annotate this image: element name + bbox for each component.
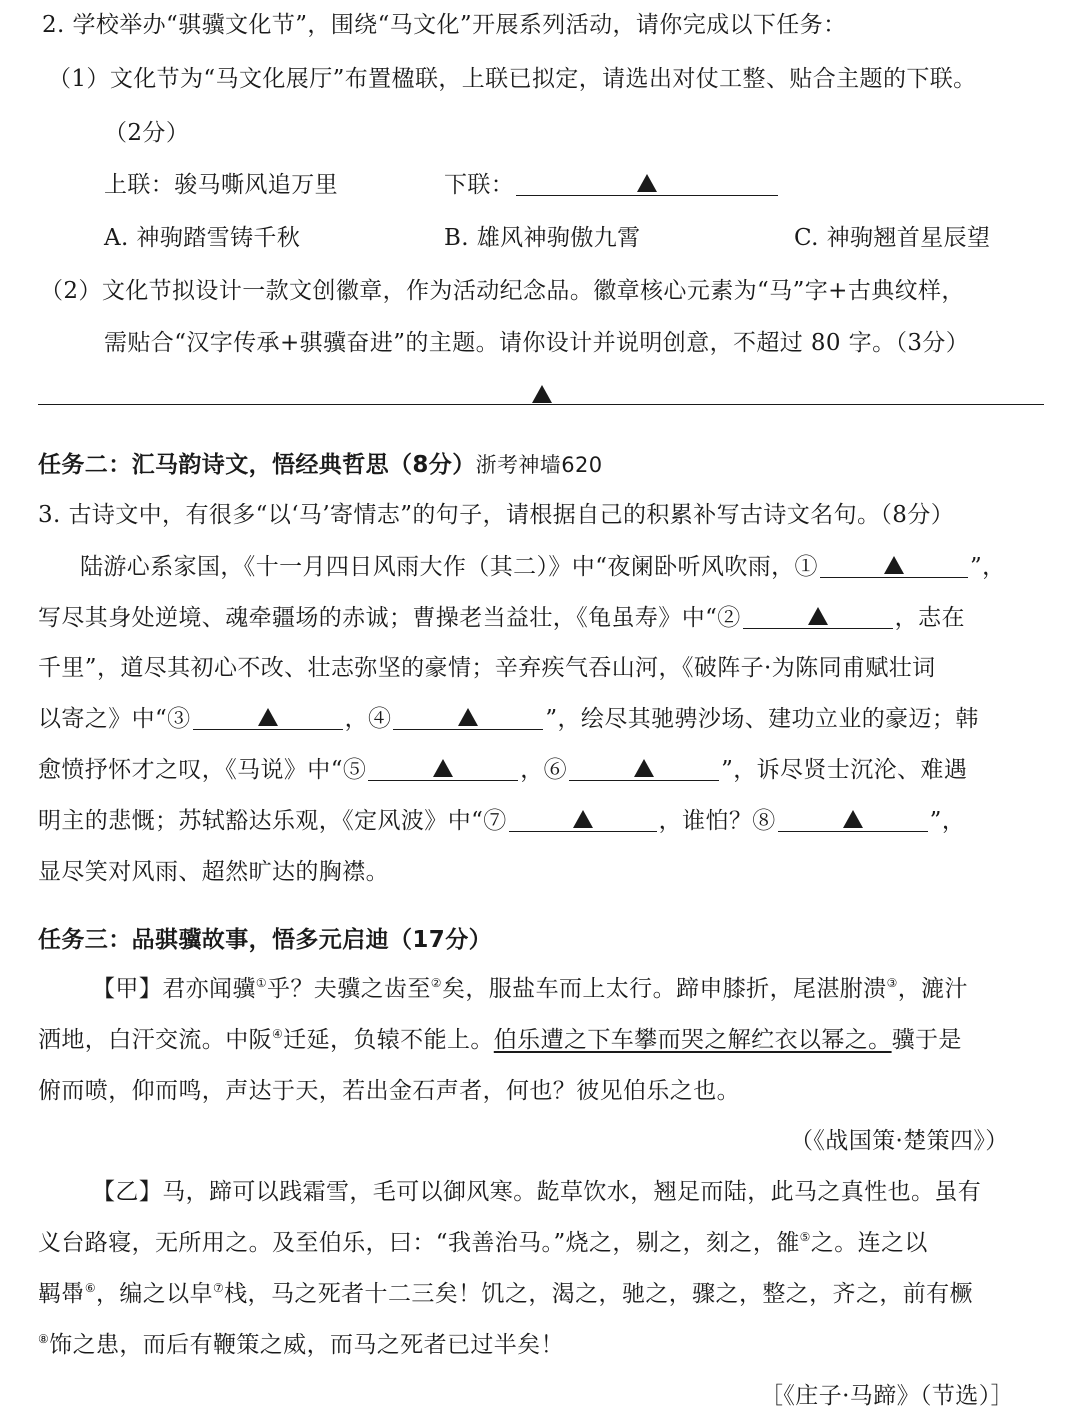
task2-title-row bbox=[38, 450, 603, 480]
passage-yi-source: ［《庄子·马蹄》（节选）］ bbox=[760, 1383, 1015, 1409]
passage-jia-line-3: 俯而喷，仰而鸣，声达于天，若出金石声者，何也？彼见伯乐之也。 bbox=[38, 1078, 740, 1104]
answer-blank-4[interactable] bbox=[393, 707, 543, 730]
footnote-marker: ⑧ bbox=[38, 1332, 50, 1346]
text: 迁延，负辕不能上。 bbox=[283, 1027, 494, 1053]
text: ”， bbox=[969, 554, 1006, 580]
text: ”， bbox=[929, 808, 966, 834]
text: 陆游心系家国，《十一月四日风雨大作（其二）》中“夜阑卧听风吹雨，① bbox=[80, 554, 818, 580]
footnote-marker: ① bbox=[255, 976, 267, 990]
passage-jia-line-1 bbox=[92, 974, 968, 1007]
option-c: C. 神驹翘首星辰望 bbox=[794, 225, 991, 251]
answer-line-badge-design[interactable] bbox=[38, 404, 1044, 405]
passage-yi-line-1: 【乙】马，蹄可以践霜雪，毛可以御风寒。龁草饮水，翘足而陆，此马之真性也。虽有 bbox=[92, 1179, 982, 1205]
triangle-icon bbox=[573, 810, 593, 828]
text: 乎？夫骥之齿至 bbox=[266, 976, 431, 1002]
triangle-icon bbox=[258, 708, 278, 726]
footnote-marker: ⑥ bbox=[84, 1281, 96, 1295]
text: ，志在 bbox=[894, 605, 965, 631]
text: 【甲】君亦闻骥 bbox=[92, 976, 256, 1002]
text: ，⑥ bbox=[520, 757, 568, 783]
answer-blank-8[interactable] bbox=[778, 809, 928, 832]
q2-part1-score: （2分） bbox=[104, 120, 190, 146]
text: 写尽其身处逆境、魂牵疆场的赤诚；曹操老当益壮，《龟虽寿》中“② bbox=[38, 605, 741, 631]
answer-blank-3[interactable] bbox=[193, 707, 343, 730]
lower-couplet-label: 下联： bbox=[444, 172, 515, 198]
text: 明主的悲慨；苏轼豁达乐观，《定风波》中“⑦ bbox=[38, 808, 507, 834]
text: 愈愤抒怀才之叹，《马说》中“⑤ bbox=[38, 757, 367, 783]
poem-line-2 bbox=[38, 603, 965, 633]
footnote-marker: ⑤ bbox=[799, 1230, 811, 1244]
text: ，漉汁 bbox=[897, 976, 968, 1002]
q2-header: 2. 学校举办“骐骥文化节”，围绕“马文化”开展系列活动，请你完成以下任务： bbox=[42, 12, 847, 38]
text: 骥于是 bbox=[891, 1027, 962, 1053]
text: 饰之患，而后有鞭策之威，而马之死者已过半矣！ bbox=[49, 1332, 564, 1358]
text: 矣，服盐车而上太行。蹄申膝折，尾湛胕溃 bbox=[441, 976, 887, 1002]
text: 羁馽 bbox=[38, 1281, 85, 1307]
answer-blank-6[interactable] bbox=[569, 758, 719, 781]
text: ，谁怕？⑧ bbox=[658, 808, 776, 834]
option-b: B. 雄风神驹傲九霄 bbox=[444, 225, 641, 251]
answer-blank-1[interactable] bbox=[820, 555, 968, 578]
triangle-icon bbox=[433, 759, 453, 777]
answer-blank-2[interactable] bbox=[743, 606, 893, 629]
text: ，编之以皁 bbox=[95, 1281, 213, 1307]
task3-title: 任务三：品骐骥故事，悟多元启迪（17分） bbox=[38, 927, 493, 953]
triangle-icon bbox=[808, 607, 828, 625]
text: 栈，马之死者十二三矣！饥之，渴之，驰之，骤之，整之，齐之，前有橛 bbox=[224, 1281, 973, 1307]
poem-line-5 bbox=[38, 755, 967, 785]
poem-line-4 bbox=[38, 704, 979, 734]
passage-yi-line-4 bbox=[38, 1330, 564, 1363]
footnote-marker: ⑦ bbox=[212, 1281, 225, 1295]
answer-blank-lower-couplet[interactable] bbox=[516, 173, 778, 196]
answer-blank-5[interactable] bbox=[368, 758, 518, 781]
passage-yi-line-3 bbox=[38, 1279, 973, 1312]
underlined-sentence: 伯乐遭之下车攀而哭之解纻衣以幂之。 bbox=[493, 1027, 892, 1053]
q2-part1-line1: （1）文化节为“马文化展厅”布置楹联，上联已拟定，请选出对仗工整、贴合主题的下联。 bbox=[48, 66, 977, 92]
poem-line-1 bbox=[80, 552, 1006, 582]
footnote-marker: ④ bbox=[272, 1027, 284, 1041]
triangle-icon bbox=[532, 385, 552, 403]
text: ，④ bbox=[344, 706, 392, 732]
text: 洒地，白汗交流。中阪 bbox=[38, 1027, 272, 1053]
passage-yi-line-2 bbox=[38, 1228, 928, 1261]
text: ”，诉尽贤士沉沦、难遇 bbox=[721, 757, 968, 783]
triangle-icon bbox=[634, 759, 654, 777]
task2-title: 任务二：汇马韵诗文，悟经典哲思（8分） bbox=[38, 452, 476, 478]
triangle-icon bbox=[458, 708, 478, 726]
text: 之。连之以 bbox=[810, 1230, 928, 1256]
text: 义台路寝，无所用之。及至伯乐，曰：“我善治马。”烧之，剔之，刻之，雒 bbox=[38, 1230, 800, 1256]
passage-jia-line-2 bbox=[38, 1025, 962, 1058]
q2-part2-line1: （2）文化节拟设计一款文创徽章，作为活动纪念品。徽章核心元素为“马”字+古典纹样， bbox=[40, 278, 965, 304]
passage-jia-source: （《战国策·楚策四》） bbox=[790, 1128, 1009, 1154]
triangle-icon bbox=[843, 810, 863, 828]
text: 以寄之》中“③ bbox=[38, 706, 191, 732]
upper-couplet: 上联：骏马嘶风追万里 bbox=[104, 172, 338, 198]
footnote-marker: ③ bbox=[886, 976, 898, 990]
q2-part2-line2: 需贴合“汉字传承+骐骥奋进”的主题。请你设计并说明创意，不超过 80 字。（3分） bbox=[104, 330, 970, 356]
lower-couplet bbox=[444, 170, 780, 200]
poem-line-7: 显尽笑对风雨、超然旷达的胸襟。 bbox=[38, 859, 389, 885]
text: ”，绘尽其驰骋沙场、建功立业的豪迈；韩 bbox=[545, 706, 979, 732]
q3-header: 3. 古诗文中，有很多“以‘马’寄情志”的句子，请根据自己的积累补写古诗文名句。（8分） bbox=[38, 502, 955, 528]
answer-blank-7[interactable] bbox=[509, 809, 657, 832]
footnote-marker: ② bbox=[430, 976, 442, 990]
poem-line-3: 千里”，道尽其初心不改、壮志弥坚的豪情；辛弃疾气吞山河，《破阵子·为陈同甫赋壮词 bbox=[38, 655, 936, 681]
triangle-icon bbox=[637, 174, 657, 192]
triangle-icon bbox=[884, 556, 904, 574]
poem-line-6 bbox=[38, 806, 965, 836]
watermark-text: 浙考神墙620 bbox=[475, 453, 603, 477]
option-a: A. 神驹踏雪铸千秋 bbox=[104, 225, 301, 251]
